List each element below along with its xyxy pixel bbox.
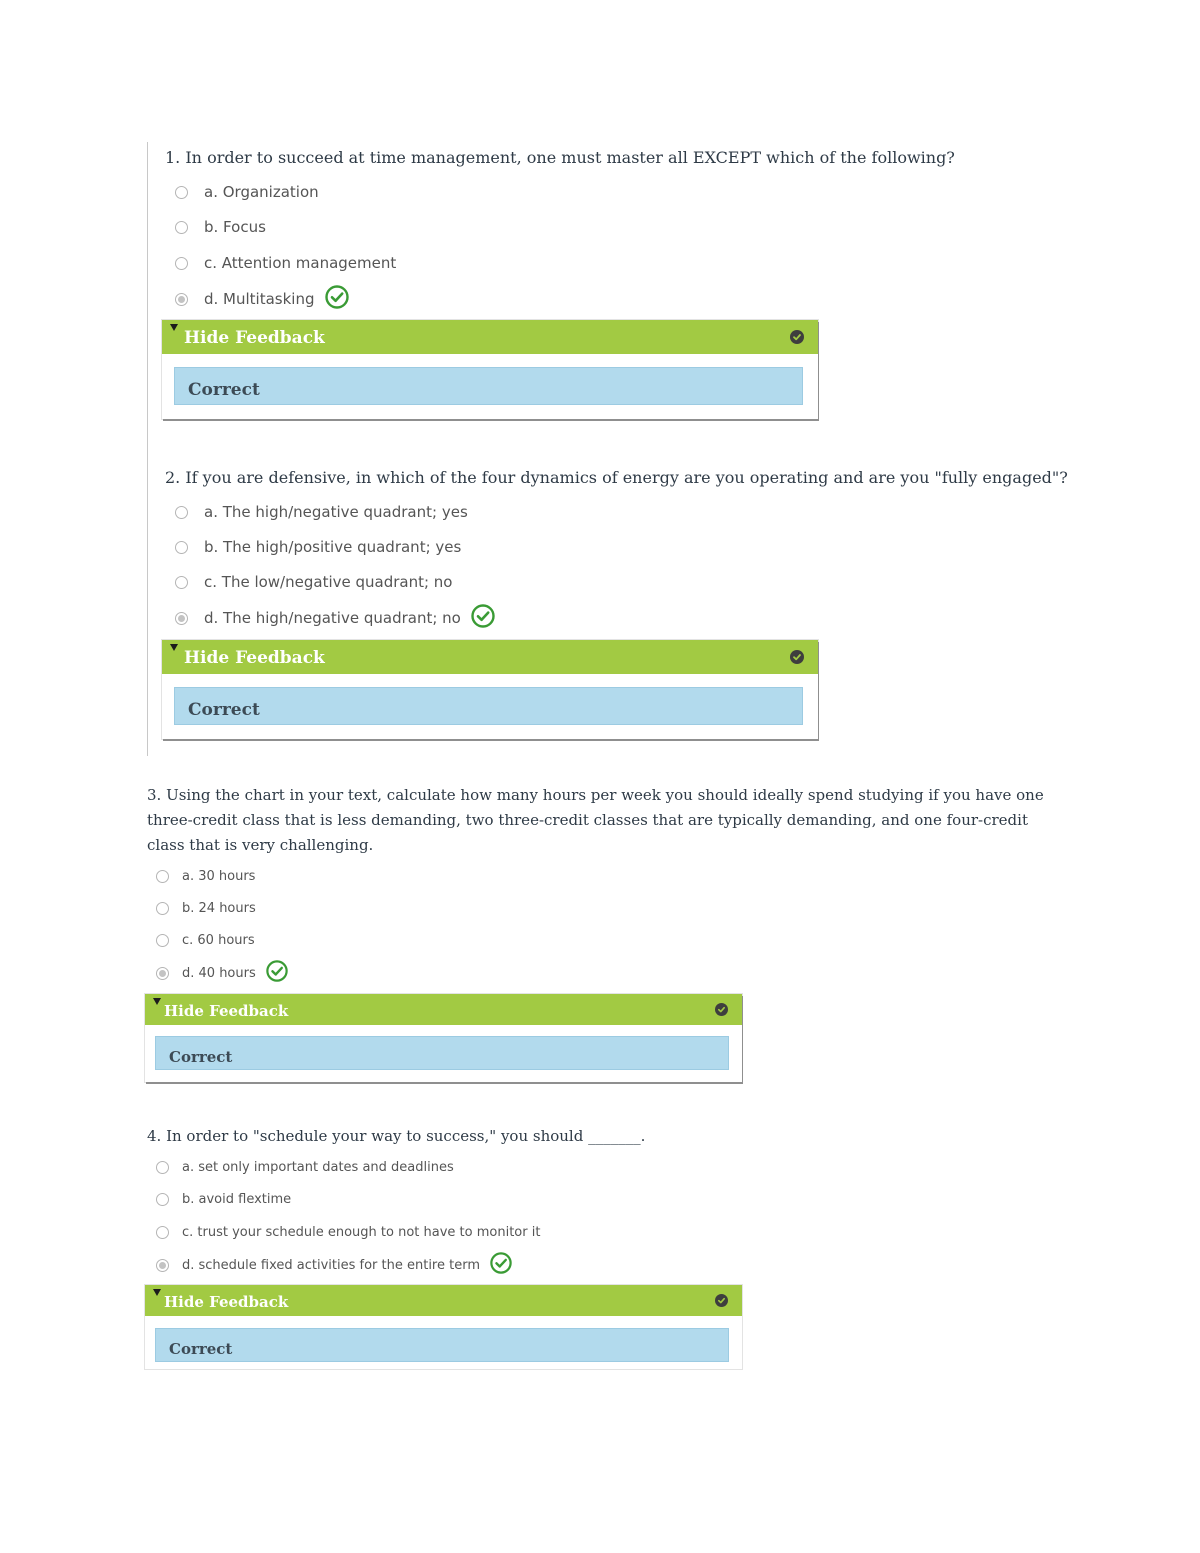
answer-option-a[interactable]: [175, 502, 468, 522]
dark-check-circle-icon: [715, 1294, 728, 1307]
radio-button[interactable]: [175, 506, 188, 519]
answer-option-a[interactable]: [156, 867, 255, 885]
option-label: a. set only important dates and deadlines: [182, 1159, 454, 1175]
green-check-circle-icon: [471, 604, 495, 632]
option-label: b. Focus: [204, 218, 266, 236]
radio-button[interactable]: [156, 902, 169, 915]
radio-button[interactable]: [156, 1226, 169, 1239]
answer-option-c[interactable]: [156, 1223, 540, 1241]
green-check-circle-icon: [266, 960, 288, 986]
question-stem: 2. If you are defensive, in which of the four dynamics of energy are you operating and are you "fully engaged"?: [165, 468, 1068, 487]
feedback-toggle-label: Hide Feedback: [184, 328, 325, 348]
feedback-message: [174, 687, 803, 725]
option-label: d. schedule fixed activities for the entire term: [182, 1257, 480, 1273]
radio-button[interactable]: [175, 576, 188, 589]
feedback-message-text: Correct: [169, 1048, 233, 1066]
feedback-toggle-label: Hide Feedback: [164, 1293, 289, 1311]
green-check-circle-icon: [325, 285, 349, 313]
feedback-toggle-label: Hide Feedback: [184, 648, 325, 668]
option-label: b. The high/positive quadrant; yes: [204, 538, 462, 556]
question-stem: 4. In order to "schedule your way to success," you should _______.: [147, 1127, 646, 1145]
dark-check-circle-icon: [715, 1003, 728, 1016]
answer-option-b[interactable]: [156, 899, 256, 917]
option-label: d. The high/negative quadrant; no: [204, 609, 461, 627]
feedback-toggle-label: Hide Feedback: [164, 1002, 289, 1020]
option-label: c. Attention management: [204, 254, 397, 272]
hide-feedback-toggle[interactable]: [162, 640, 818, 674]
collapse-arrow-icon: [170, 644, 178, 651]
green-check-circle-icon: [490, 1252, 512, 1278]
option-label: c. trust your schedule enough to not have to monitor it: [182, 1224, 541, 1240]
radio-button[interactable]: [175, 221, 188, 234]
feedback-panel: [145, 1285, 742, 1369]
feedback-message-text: Correct: [188, 700, 260, 720]
radio-button[interactable]: [156, 1161, 169, 1174]
answer-option-d[interactable]: [156, 1254, 512, 1276]
answer-option-c[interactable]: [156, 931, 255, 949]
answer-option-d[interactable]: [175, 288, 349, 310]
option-label: c. The low/negative quadrant; no: [204, 573, 453, 591]
hide-feedback-toggle[interactable]: [145, 994, 742, 1025]
option-label: a. 30 hours: [182, 868, 256, 884]
option-label: d. 40 hours: [182, 965, 256, 981]
question-3: [147, 783, 1057, 858]
radio-button[interactable]: [175, 186, 188, 199]
question-4: [147, 1124, 1047, 1149]
radio-button-selected[interactable]: [156, 967, 169, 980]
question-stem: 1. In order to succeed at time management, one must master all EXCEPT which of the following?: [165, 148, 955, 167]
option-label: c. 60 hours: [182, 932, 255, 948]
hide-feedback-toggle[interactable]: [145, 1285, 742, 1316]
collapse-arrow-icon: [153, 998, 161, 1005]
dark-check-circle-icon: [790, 330, 804, 344]
feedback-message-text: Correct: [169, 1340, 233, 1358]
feedback-message-text: Correct: [188, 380, 260, 400]
answer-option-d[interactable]: [156, 962, 288, 984]
collapse-arrow-icon: [153, 1289, 161, 1296]
question-group-rule: [147, 142, 148, 756]
collapse-arrow-icon: [170, 324, 178, 331]
answer-option-b[interactable]: [156, 1190, 291, 1208]
question-stem: 3. Using the chart in your text, calculate how many hours per week you should ideally spend studying if you have one three-credit class that is less demanding, two three-credit classes that are typically demanding, and one four-credit class that is very challenging.: [147, 786, 1044, 854]
answer-option-c[interactable]: [175, 253, 396, 273]
answer-option-b[interactable]: [175, 537, 461, 557]
radio-button-selected[interactable]: [156, 1259, 169, 1272]
feedback-panel: [162, 640, 818, 739]
question-1: [165, 145, 1065, 170]
radio-button-selected[interactable]: [175, 612, 188, 625]
option-label: a. The high/negative quadrant; yes: [204, 503, 468, 521]
radio-button[interactable]: [156, 870, 169, 883]
question-2: [165, 465, 1085, 490]
answer-option-a[interactable]: [156, 1158, 454, 1176]
answer-option-d[interactable]: [175, 607, 495, 629]
feedback-message: [155, 1328, 729, 1362]
feedback-message: [174, 367, 803, 405]
dark-check-circle-icon: [790, 650, 804, 664]
feedback-panel: [162, 320, 818, 419]
answer-option-b[interactable]: [175, 217, 266, 237]
option-label: a. Organization: [204, 183, 319, 201]
radio-button[interactable]: [175, 541, 188, 554]
answer-option-a[interactable]: [175, 182, 319, 202]
option-label: b. 24 hours: [182, 900, 256, 916]
radio-button[interactable]: [156, 934, 169, 947]
hide-feedback-toggle[interactable]: [162, 320, 818, 354]
option-label: b. avoid flextime: [182, 1191, 292, 1207]
radio-button-selected[interactable]: [175, 293, 188, 306]
option-label: d. Multitasking: [204, 290, 315, 308]
radio-button[interactable]: [156, 1193, 169, 1206]
radio-button[interactable]: [175, 257, 188, 270]
feedback-message: [155, 1036, 729, 1070]
feedback-panel: [145, 994, 742, 1082]
answer-option-c[interactable]: [175, 572, 452, 592]
